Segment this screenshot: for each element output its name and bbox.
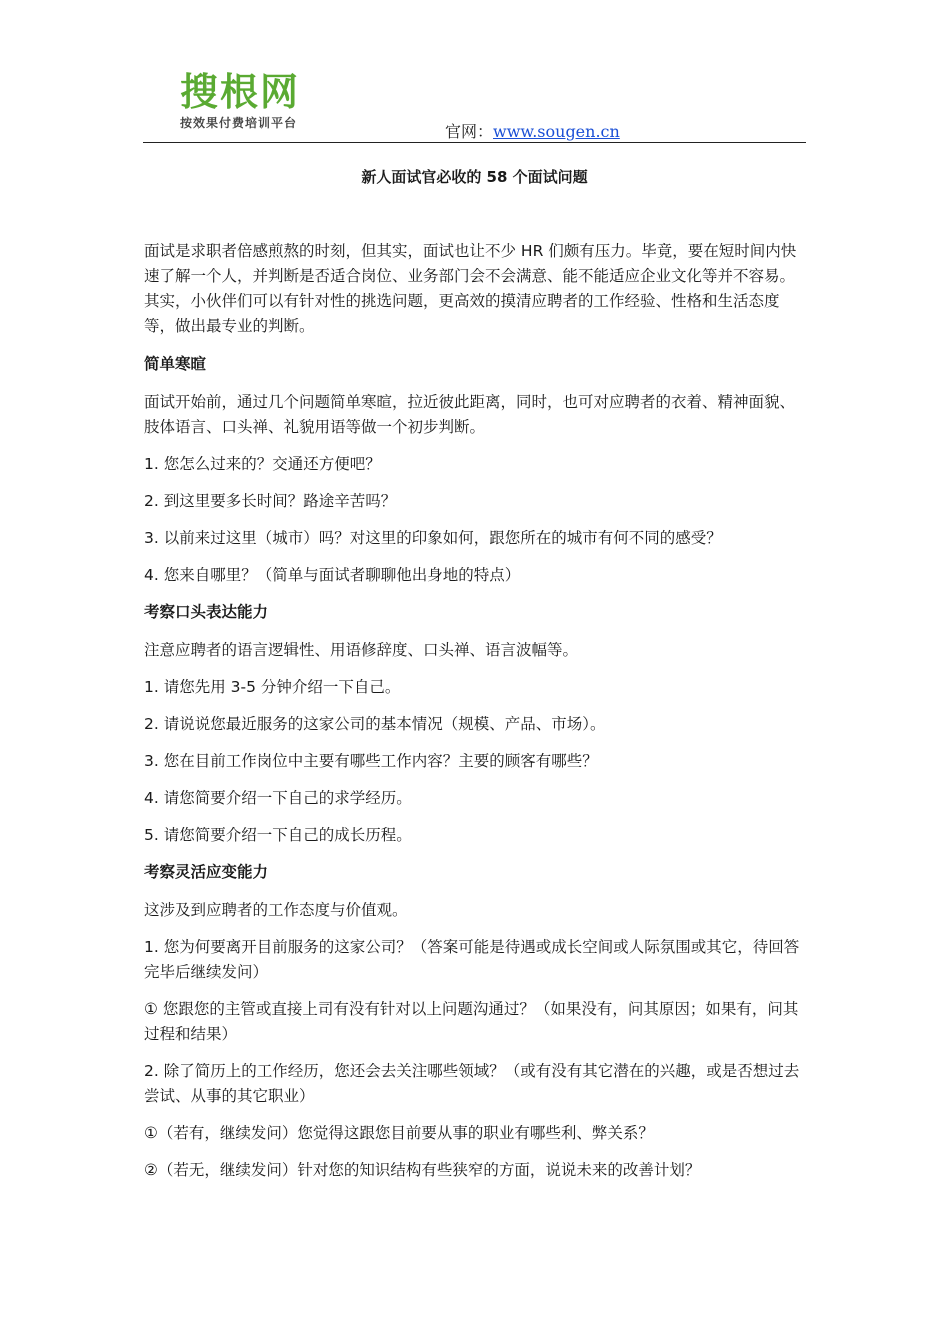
page-title: 新人面试官必收的 58 个面试问题 — [361, 168, 588, 186]
site-label: 官网： — [445, 122, 494, 141]
section-heading: 简单寒暄 — [144, 355, 207, 373]
list-item: 2. 除了简历上的工作经历，您还会去关注哪些领域？（或有没有其它潜在的兴趣，或是否想过去尝试、从事的其它职业） — [144, 1062, 800, 1105]
logo[interactable] — [180, 70, 300, 130]
list-item: 4. 请您简要介绍一下自己的求学经历。 — [144, 789, 412, 807]
list-item: 3. 以前来过这里（城市）吗？对这里的印象如何，跟您所在的城市有何不同的感受？ — [144, 529, 722, 547]
list-item: 2. 到这里要多长时间？路途辛苦吗？ — [144, 492, 397, 510]
list-item: 1. 请您先用 3-5 分钟介绍一下自己。 — [144, 678, 401, 696]
logo-main-text: 搜根网 — [180, 70, 301, 114]
list-item: 4. 您来自哪里？（简单与面试者聊聊他出身地的特点） — [144, 566, 521, 584]
intro-paragraph: 面试是求职者倍感煎熬的时刻，但其实，面试也让不少 HR 们颇有压力。毕竟，要在短时间内快速了解一个人，并判断是否适合岗位、业务部门会不会满意、能不能适应企业文化等并不容易。其实，小伙伴们可以有针对性的挑选问题，更高效的摸清应聘者的工作经验、性格和生活态度等，做出最专业的判断。 — [144, 242, 797, 335]
site-link[interactable]: www.sougen.cn — [493, 122, 620, 141]
list-item: 1. 您为何要离开目前服务的这家公司？（答案可能是待遇或成长空间或人际氛围或其它，待回答完毕后继续发问） — [144, 938, 800, 981]
site-info — [445, 119, 620, 142]
list-item: 1. 您怎么过来的？交通还方便吧？ — [144, 455, 381, 473]
list-item: ①（若有，继续发问）您觉得这跟您目前要从事的职业有哪些利、弊关系？ — [144, 1124, 654, 1142]
section-heading: 考察灵活应变能力 — [144, 863, 269, 881]
section-heading: 考察口头表达能力 — [144, 603, 269, 621]
list-item: 2. 请说说您最近服务的这家公司的基本情况（规模、产品、市场）。 — [144, 715, 606, 733]
section-description: 面试开始前，通过几个问题简单寒暄，拉近彼此距离，同时，也可对应聘者的衣着、精神面貌、肢体语言、口头禅、礼貌用语等做一个初步判断。 — [144, 393, 796, 436]
logo-slogan: 按效果付费培训平台 — [180, 116, 298, 130]
section-description: 这涉及到应聘者的工作态度与价值观。 — [144, 901, 408, 919]
list-item: 3. 您在目前工作岗位中主要有哪些工作内容？主要的顾客有哪些？ — [144, 752, 598, 770]
header-divider — [143, 142, 806, 143]
section-description: 注意应聘者的语言逻辑性、用语修辞度、口头禅、语言波幅等。 — [144, 641, 579, 659]
list-item: 5. 请您简要介绍一下自己的成长历程。 — [144, 826, 412, 844]
page-header — [143, 64, 806, 144]
list-item: ②（若无，继续发问）针对您的知识结构有些狭窄的方面，说说未来的改善计划？ — [144, 1161, 701, 1179]
list-item: ① 您跟您的主管或直接上司有没有针对以上问题沟通过？（如果没有，问其原因；如果有，问其过程和结果） — [144, 1000, 799, 1043]
document-body — [144, 239, 809, 1195]
